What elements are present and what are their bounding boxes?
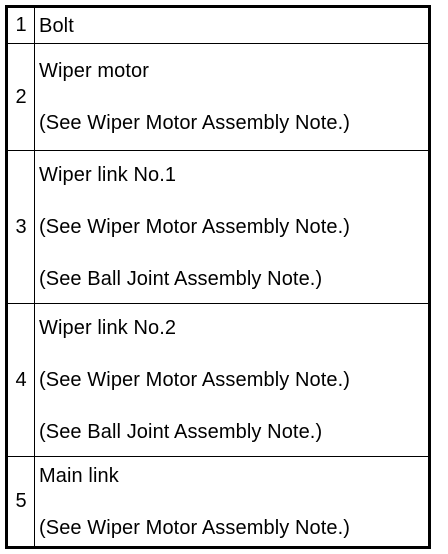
assembly-note-reference: (See Wiper Motor Assembly Note.): [39, 369, 351, 391]
assembly-note-reference: (See Ball Joint Assembly Note.): [39, 421, 323, 443]
assembly-note-reference: (See Wiper Motor Assembly Note.): [39, 516, 351, 539]
table-row: [7, 304, 430, 457]
part-name: Wiper link No.1: [39, 164, 177, 186]
item-number: 2: [7, 44, 35, 151]
part-name: Bolt: [39, 14, 74, 37]
table-row: [7, 151, 430, 304]
parts-table: [5, 5, 431, 549]
item-description: [35, 151, 430, 304]
table-row: [7, 44, 430, 151]
item-description: [35, 44, 430, 151]
assembly-note-reference: (See Wiper Motor Assembly Note.): [39, 112, 351, 134]
item-number: 3: [7, 151, 35, 304]
assembly-note-reference: (See Ball Joint Assembly Note.): [39, 268, 323, 290]
item-number: 5: [7, 457, 35, 548]
item-description: [35, 7, 430, 44]
part-name: Wiper link No.2: [39, 317, 177, 339]
item-description: [35, 304, 430, 457]
table-row: [7, 7, 430, 44]
item-number: 1: [7, 7, 35, 44]
part-name: Wiper motor: [39, 60, 150, 82]
table-row: [7, 457, 430, 548]
part-name: Main link: [39, 464, 119, 487]
item-description: [35, 457, 430, 548]
item-number: 4: [7, 304, 35, 457]
assembly-note-reference: (See Wiper Motor Assembly Note.): [39, 216, 351, 238]
